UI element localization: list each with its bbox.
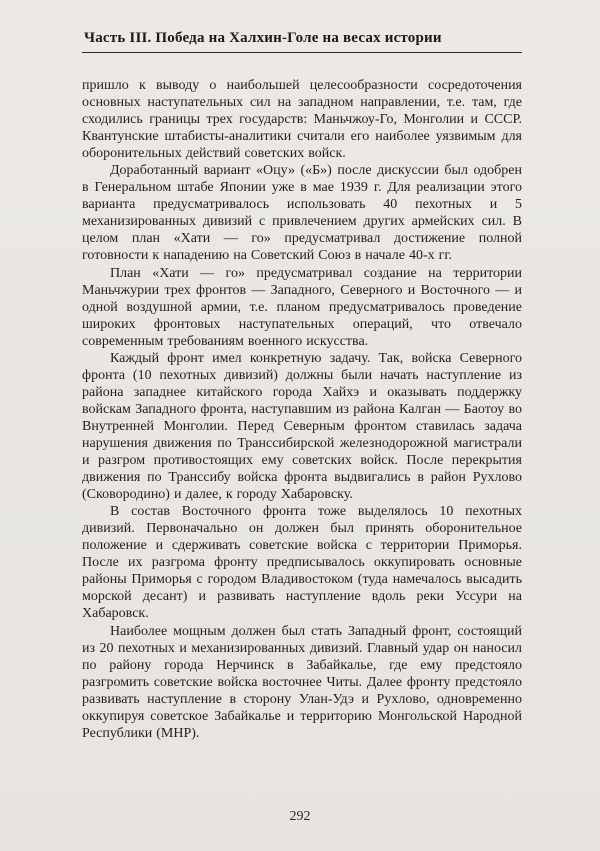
page-number: 292 [289,809,311,824]
paragraph: Наиболее мощным должен был стать Западный фронт, состоящий из 20 пехотных и механизированных дивизий. Главный удар он наносил по району города Нерчинск в Забайкалье, где ему предстояло разгромить советские войска восточнее Читы. Далее фронту предстояло развивать наступление в сторону Улан-Удэ и Рухлово, одновременно оккупируя советское Забайкалье и территорию Монгольской Народной Республики (МНР). [82,623,522,741]
paragraph: Каждый фронт имел конкретную задачу. Так, войска Северного фронта (10 пехотных дивизий) должны были начать наступление из района западнее китайского города Хайхэ и оказывать поддержку войскам Западного фронта, наступавшим из района Калган — Баотоу во Внутренней Монголии. Перед Северным фронтом ставилась задача нарушения движения по Транссибирской железнодорожной магистрали и разгром противостоящих ему советских войск. После перекрытия движения по Транссибу войска фронта выдвигались в район Рухлово (Сковородино) и далее, к городу Хабаровску. [82,350,522,503]
header-divider [82,52,522,53]
paragraph: пришло к выводу о наибольшей целесообразности сосредоточения основных наступательных сил на западном направлении, т.е. там, где сходились границы трех государств: Маньчжоу-Го, Монголии и СССР. Квантунские штабисты-аналитики считали его наиболее уязвимым для оборонительных действий советских войск. [82,78,522,162]
body-text [82,77,522,742]
paragraph: В состав Восточного фронта тоже выделялось 10 пехотных дивизий. Первоначально он должен был принять оборонительное положение и сдерживать советские войска с территории Приморья. После их разгрома фронту предписывалось оккупировать основные районы Приморья с городом Владивостоком (туда намечалось высадить морской десант) и развивать наступление вдоль реки Уссури на Хабаровск. [82,504,522,622]
paragraph: Доработанный вариант «Оцу» («Б») после дискуссии был одобрен в Генеральном штабе Японии уже в мае 1939 г. Для реализации этого варианта предусматривалось использовать 40 пехотных и 5 механизированных дивизий с привлечением других армейских сил. В целом план «Хати — го» предусматривал достижение полной готовности к нападению на Советский Союз в начале 40-х гг. [82,163,522,264]
paragraph: План «Хати — го» предусматривал создание на территории Маньчжурии трех фронтов — Западного, Северного и Восточного — и одной воздушной армии, т.е. планом предусматривалось проведение широких фронтовых наступательных операций, что отвечало современным требованиям военного искусства. [82,265,522,349]
running-header-title: Часть III. Победа на Халхин-Голе на весах истории [84,30,442,46]
